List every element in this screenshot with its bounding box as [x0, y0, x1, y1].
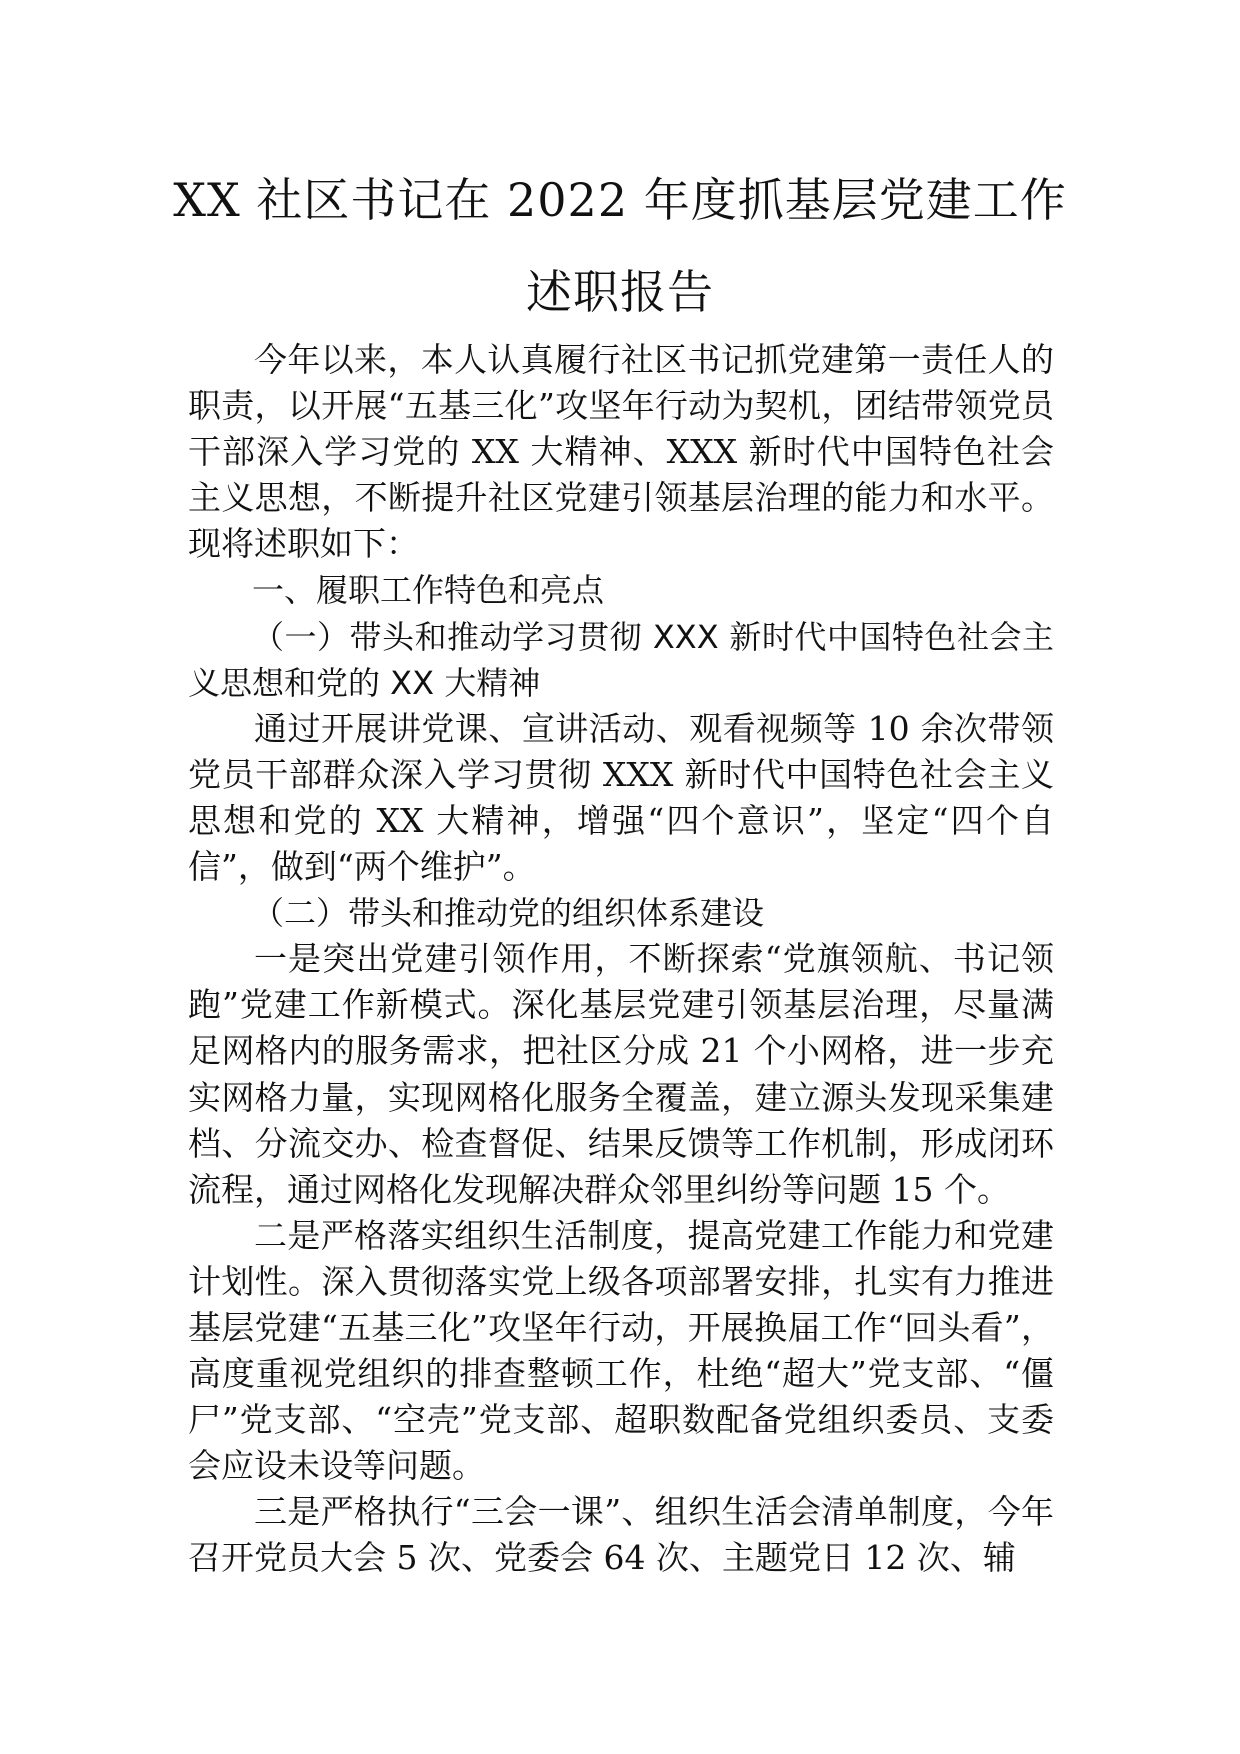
- body-paragraph: 三是严格执行“三会一课”、组织生活会清单制度，今年召开党员大会 5 次、党委会 64 次、主题党日 12 次、辅: [188, 1492, 1054, 1578]
- document-title-line1: XX 社区书记在 2022 年度抓基层党建工作: [173, 173, 1067, 227]
- body-paragraph: 通过开展讲党课、宣讲活动、观看视频等 10 余次带领党员干部群众深入学习贯彻 XXX 新时代中国特色社会主义思想和党的 XX 大精神，增强“四个意识”，坚定“四个自信”，做到“两个维护”。: [188, 708, 1054, 887]
- intro-paragraph: 今年以来，本人认真履行社区书记抓党建第一责任人的职责，以开展“五基三化”攻坚年行动为契机，团结带领党员干部深入学习党的 XX 大精神、XXX 新时代中国特色社会主义思想，不断提升社区党建引领基层治理的能力和水平。现将述职如下：: [188, 340, 1054, 564]
- subsection-heading-2: （二）带头和推动党的组织体系建设: [252, 894, 765, 933]
- document-body: [188, 337, 1054, 1582]
- body-paragraph: 二是严格落实组织生活制度，提高党建工作能力和党建计划性。深入贯彻落实党上级各项部署安排，扎实有力推进基层党建“五基三化”攻坚年行动，开展换届工作“回头看”，高度重视党组织的排查整顿工作，杜绝“超大”党支部、“僵尸”党支部、“空壳”党支部、超职数配备党组织委员、支委会应设未设等问题。: [188, 1215, 1054, 1486]
- body-paragraph: 一是突出党建引领作用，不断探索“党旗领航、书记领跑”党建工作新模式。深化基层党建引领基层治理，尽量满足网格内的服务需求，把社区分成 21 个小网格，进一步充实网格力量，实现网格化服务全覆盖，建立源头发现采集建档、分流交办、检查督促、结果反馈等工作机制，形成闭环流程，通过网格化发现解决群众邻里纠纷等问题 15 个。: [188, 939, 1054, 1209]
- section-heading-1: 一、履职工作特色和亮点: [252, 571, 605, 610]
- subsection-heading-1: （一）带头和推动学习贯彻 XXX 新时代中国特色社会主义思想和党的 XX 大精神: [188, 617, 1054, 702]
- document-title-line2: 述职报告: [526, 265, 714, 319]
